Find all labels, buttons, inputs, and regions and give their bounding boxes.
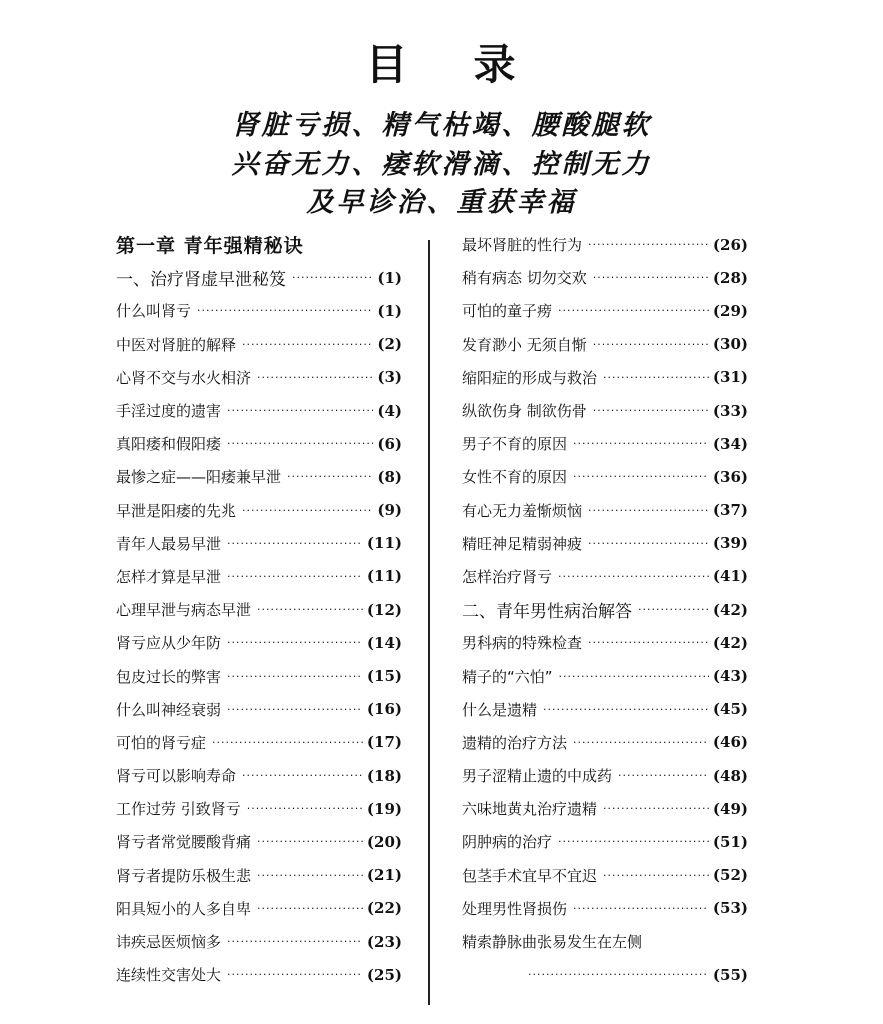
toc-entry-label: 阳具短小的人多自卑 — [116, 899, 252, 918]
toc-page-number: (33) — [712, 401, 748, 420]
toc-entry-label: 遗精的治疗方法 — [462, 733, 568, 752]
page-title-part1: 目 — [365, 40, 410, 89]
toc-page-number: (6) — [377, 434, 402, 453]
toc-page-number: (3) — [377, 368, 402, 387]
toc-page-number: (14) — [366, 633, 402, 652]
toc-entry-label: 肾亏者常觉腰酸背痛 — [116, 833, 252, 852]
toc-dot-leader — [212, 737, 363, 748]
toc-entry-label: 女性不育的原因 — [462, 468, 568, 487]
toc-dot-leader — [227, 936, 363, 947]
toc-dot-leader — [227, 405, 373, 416]
toc-page-number: (1) — [377, 268, 402, 287]
subtitle-line-1: 肾脏亏损、精气枯竭、腰酸腿软 — [231, 110, 652, 141]
toc-entry — [462, 726, 748, 759]
toc-entry-label: 肾亏应从少年防 — [116, 634, 222, 653]
toc-page-number: (45) — [712, 700, 748, 719]
toc-entry-label: 二、青年男性病治解答 — [462, 602, 632, 623]
toc-entry-label: 连续性交害处大 — [116, 966, 222, 985]
toc-page-number: (39) — [712, 534, 748, 553]
toc-entry — [116, 593, 402, 626]
toc-entry-label: 最坏肾脏的性行为 — [462, 236, 583, 255]
toc-entry-label: 缩阳症的形成与救治 — [462, 368, 598, 387]
toc-entry-label: 中医对肾脏的解释 — [116, 335, 237, 354]
toc-entry — [116, 958, 402, 991]
toc-entry-label: 什么是遗精 — [462, 700, 538, 719]
toc-page-number: (9) — [377, 501, 402, 520]
toc-dot-leader — [227, 571, 363, 582]
toc-entry — [462, 560, 748, 593]
toc-page-number: (17) — [366, 733, 402, 752]
toc-page-number: (19) — [366, 799, 402, 818]
toc-entry — [462, 361, 748, 394]
toc-page-number: (31) — [712, 368, 748, 387]
toc-right-column — [462, 228, 748, 991]
toc-dot-leader — [528, 969, 709, 980]
toc-entry — [462, 659, 748, 692]
toc-entry-label: 什么叫肾亏 — [116, 302, 192, 321]
toc-entry-label: 精索静脉曲张易发生在左侧 — [462, 933, 643, 952]
toc-left-column — [116, 228, 402, 991]
toc-entry — [116, 726, 402, 759]
toc-entry-label: 讳疾忌医烦恼多 — [116, 933, 222, 952]
toc-dot-leader — [593, 272, 709, 283]
toc-entry-label: 心肾不交与水火相济 — [116, 368, 252, 387]
toc-page-number: (55) — [712, 965, 748, 984]
toc-dot-leader — [618, 770, 709, 781]
toc-page-number: (23) — [366, 932, 402, 951]
toc-dot-leader — [227, 969, 363, 980]
toc-entry-label: 怎样才算是早泄 — [116, 567, 222, 586]
toc-dot-leader — [603, 870, 709, 881]
toc-entry-label: 精子的“六怕” — [462, 667, 553, 686]
toc-dot-leader — [242, 770, 363, 781]
toc-dot-leader — [638, 604, 709, 615]
toc-entry-label: 真阳痿和假阳痿 — [116, 435, 222, 454]
toc-dot-leader — [559, 671, 709, 682]
toc-entry — [116, 560, 402, 593]
toc-dot-leader — [573, 471, 709, 482]
toc-entry — [116, 494, 402, 527]
toc-entry — [462, 825, 748, 858]
toc-page-number: (53) — [712, 899, 748, 918]
toc-page-number: (26) — [712, 235, 748, 254]
toc-page-number: (49) — [712, 799, 748, 818]
toc-page-number: (1) — [377, 301, 402, 320]
toc-page-number: (48) — [712, 766, 748, 785]
toc-entry-label: 工作过劳 引致肾亏 — [116, 800, 241, 819]
toc-entry — [462, 792, 748, 825]
toc-entry-label: 阴肿病的治疗 — [462, 833, 553, 852]
toc-page-number: (18) — [366, 766, 402, 785]
toc-entry-label: 早泄是阳痿的先兆 — [116, 501, 237, 520]
toc-entry-label: 男科病的特殊检查 — [462, 634, 583, 653]
toc-entry — [462, 626, 748, 659]
toc-entry — [462, 261, 748, 294]
toc-entry-label: 怎样治疗肾亏 — [462, 567, 553, 586]
toc-entry — [116, 859, 402, 892]
toc-entry-label: 最惨之症——阳痿兼早泄 — [116, 468, 282, 487]
toc-page-number: (21) — [366, 866, 402, 885]
toc-entry — [462, 693, 748, 726]
toc-entry — [116, 294, 402, 327]
toc-entry-label: 手淫过度的遗害 — [116, 402, 222, 421]
toc-page-number: (11) — [366, 534, 402, 553]
toc-entry-label: 男子不育的原因 — [462, 435, 568, 454]
toc-dot-leader — [227, 438, 373, 449]
toc-entry-label: 心理早泄与病态早泄 — [116, 601, 252, 620]
toc-page-number: (8) — [377, 467, 402, 486]
toc-page-number: (43) — [712, 667, 748, 686]
toc-page-number: (28) — [712, 268, 748, 287]
toc-entry — [116, 892, 402, 925]
toc-entry — [462, 427, 748, 460]
toc-dot-leader — [588, 637, 709, 648]
toc-dot-leader — [257, 372, 373, 383]
toc-entry-label: 精旺神足精弱神疲 — [462, 534, 583, 553]
toc-entry — [462, 328, 748, 361]
toc-entry — [116, 925, 402, 958]
toc-dot-leader — [588, 538, 709, 549]
toc-entry — [116, 759, 402, 792]
toc-entry-label: 青年人最易早泄 — [116, 534, 222, 553]
toc-entry — [116, 659, 402, 692]
toc-dot-leader — [292, 272, 373, 283]
toc-dot-leader — [593, 405, 709, 416]
toc-entry — [462, 294, 748, 327]
toc-entry — [116, 427, 402, 460]
toc-entry — [116, 626, 402, 659]
toc-dot-leader — [227, 637, 363, 648]
toc-dot-leader — [257, 870, 363, 881]
toc-dot-leader — [197, 305, 373, 316]
toc-entry-label: 有心无力羞惭烦恼 — [462, 501, 583, 520]
toc-dot-leader — [247, 803, 363, 814]
toc-entry — [462, 527, 748, 560]
toc-entry — [116, 825, 402, 858]
toc-dot-leader — [227, 671, 363, 682]
toc-entry-label: 肾亏可以影响寿命 — [116, 767, 237, 786]
toc-entry — [462, 892, 748, 925]
page-title-part2: 录 — [473, 40, 518, 89]
toc-page-number: (42) — [712, 600, 748, 619]
toc-page-number: (22) — [366, 899, 402, 918]
toc-dot-leader — [543, 704, 709, 715]
toc-page-number: (37) — [712, 501, 748, 520]
toc-page-number: (30) — [712, 335, 748, 354]
toc-entry — [116, 394, 402, 427]
page-title — [0, 42, 883, 88]
toc-page-number: (51) — [712, 832, 748, 851]
toc-dot-leader — [257, 836, 363, 847]
toc-entry — [116, 527, 402, 560]
toc-entry — [462, 925, 748, 958]
toc-entry — [116, 792, 402, 825]
toc-dot-leader — [588, 505, 709, 516]
toc-entry — [462, 759, 748, 792]
toc-page-number: (20) — [366, 832, 402, 851]
toc-page-number: (46) — [712, 733, 748, 752]
toc-entry-label: 一、治疗肾虚早泄秘笈 — [116, 270, 286, 291]
toc-page-number: (29) — [712, 301, 748, 320]
toc-page-number: (11) — [366, 567, 402, 586]
toc-page-number: (36) — [712, 467, 748, 486]
toc-entry-label: 处理男性肾损伤 — [462, 899, 568, 918]
toc-entry-label: 可怕的肾亏症 — [116, 733, 207, 752]
toc-dot-leader — [227, 538, 363, 549]
toc-dot-leader — [593, 339, 709, 350]
toc-entry-label: 包皮过长的弊害 — [116, 667, 222, 686]
toc-dot-leader — [242, 339, 373, 350]
toc-dot-leader — [603, 372, 709, 383]
toc-entry — [462, 859, 748, 892]
toc-page-number: (4) — [377, 401, 402, 420]
toc-dot-leader — [257, 903, 363, 914]
toc-page-number: (12) — [366, 600, 402, 619]
toc-entry — [462, 494, 748, 527]
toc-page-number: (16) — [366, 700, 402, 719]
subtitle-line-3: 及早诊治、重获幸福 — [306, 187, 577, 218]
chapter-heading — [116, 228, 402, 261]
toc-entry-label: 肾亏者提防乐极生悲 — [116, 866, 252, 885]
toc-dot-leader — [558, 305, 709, 316]
toc-entry-label: 男子涩精止遗的中成药 — [462, 767, 613, 786]
toc-dot-leader — [573, 903, 709, 914]
toc-entry-label: 可怕的童子痨 — [462, 302, 553, 321]
toc-page-number: (15) — [366, 667, 402, 686]
toc-page-number: (25) — [366, 965, 402, 984]
toc-entry-label: 六味地黄丸治疗遗精 — [462, 800, 598, 819]
toc-entry-label: 发育渺小 无须自惭 — [462, 335, 587, 354]
toc-entry — [462, 228, 748, 261]
toc-entry — [116, 361, 402, 394]
toc-section-entry — [116, 261, 402, 294]
toc-entry-label: 什么叫神经衰弱 — [116, 700, 222, 719]
toc-page-number: (34) — [712, 434, 748, 453]
column-divider — [428, 240, 430, 1005]
toc-dot-leader — [257, 604, 363, 615]
toc-entry-label: 纵欲伤身 制欲伤骨 — [462, 402, 587, 421]
toc-dot-leader — [603, 803, 709, 814]
toc-dot-leader — [573, 737, 709, 748]
toc-dot-leader — [558, 836, 709, 847]
toc-entry — [462, 958, 748, 991]
toc-entry — [116, 693, 402, 726]
toc-page-number: (41) — [712, 567, 748, 586]
toc-dot-leader — [558, 571, 709, 582]
toc-dot-leader — [287, 471, 373, 482]
toc-entry — [116, 460, 402, 493]
toc-section-entry — [462, 593, 748, 626]
toc-page-number: (2) — [377, 335, 402, 354]
toc-page-number: (42) — [712, 633, 748, 652]
toc-entry-label: 稍有病态 切勿交欢 — [462, 269, 587, 288]
toc-entry — [116, 328, 402, 361]
toc-dot-leader — [573, 438, 709, 449]
toc-dot-leader — [588, 239, 709, 250]
toc-entry — [462, 394, 748, 427]
subtitle-line-2: 兴奋无力、痿软滑滴、控制无力 — [231, 149, 652, 180]
toc-entry — [462, 460, 748, 493]
toc-dot-leader — [242, 505, 373, 516]
toc-dot-leader — [227, 704, 363, 715]
toc-page-number: (52) — [712, 866, 748, 885]
chapter-title: 第一章 青年强精秘诀 — [116, 235, 304, 258]
toc-entry-label: 包茎手术宜早不宜迟 — [462, 866, 598, 885]
